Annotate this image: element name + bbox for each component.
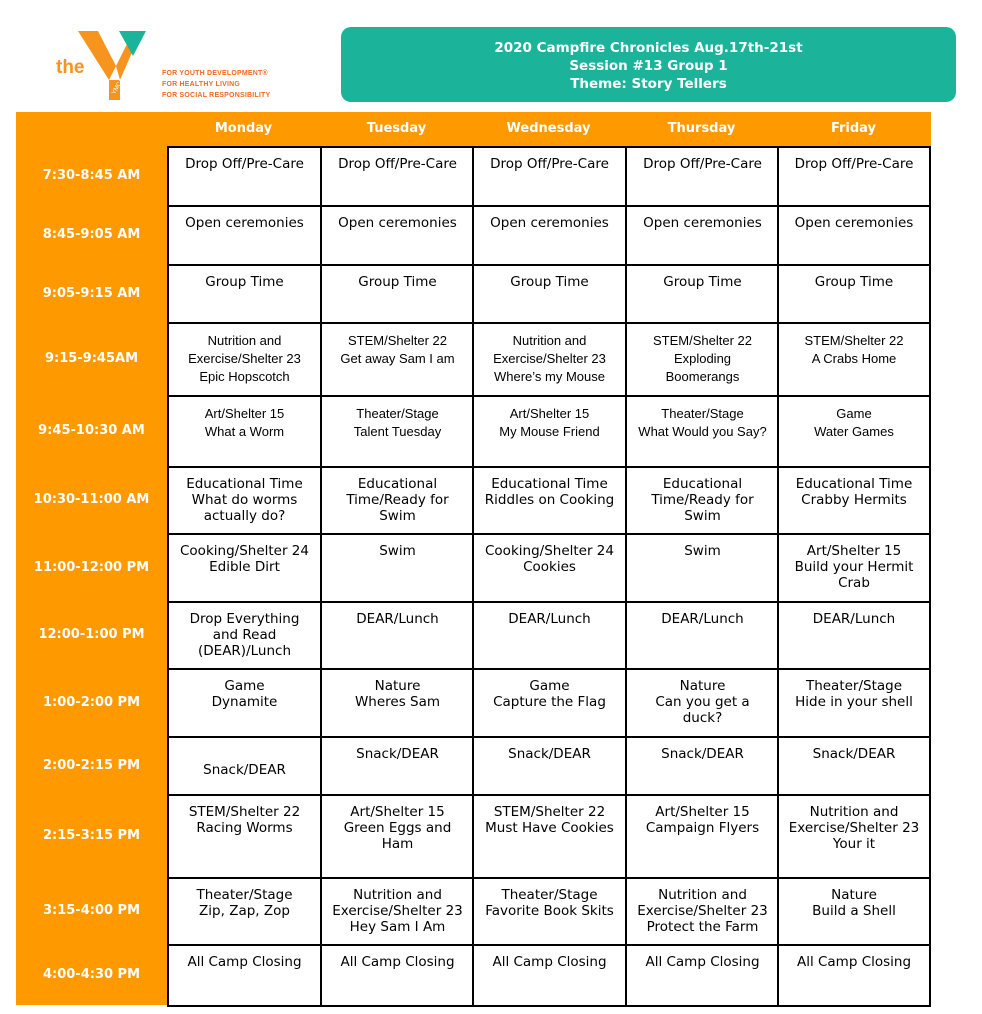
schedule-cell-friday	[777, 322, 931, 397]
activity-text: Nutrition and	[353, 887, 442, 903]
activity-text: Exercise/Shelter 23	[188, 351, 301, 366]
activity-text: Open ceremonies	[490, 215, 609, 231]
activity-text: DEAR/Lunch	[661, 611, 744, 627]
activity-text: Build your Hermit	[794, 559, 914, 575]
activity-text: Exercise/Shelter 23	[332, 903, 463, 919]
activity-text: Exercise/Shelter 23	[493, 351, 606, 366]
schedule-cell-wednesday	[472, 601, 627, 670]
time-slot-label: 11:00-12:00 PM	[33, 559, 150, 575]
activity-text: Game	[529, 678, 570, 694]
activity-text: Theater/Stage	[196, 887, 293, 903]
activity-text: Group Time	[814, 274, 894, 290]
activity-text: Educational Time	[795, 476, 913, 492]
activity-text: Hide in your shell	[795, 694, 913, 710]
activity-text: Get away Sam I am	[340, 351, 455, 366]
schedule-cell-thursday	[625, 794, 780, 879]
schedule-cell-monday	[167, 395, 322, 468]
title-line-3: Theme: Story Tellers	[570, 76, 727, 92]
schedule-cell-wednesday	[472, 322, 627, 397]
activity-text: Drop Off/Pre-Care	[794, 156, 914, 172]
logo-word: the	[56, 57, 85, 78]
time-slot-label: 9:15-9:45AM	[44, 351, 139, 366]
title-line-1: 2020 Campfire Chronicles Aug.17th-21st	[494, 40, 803, 56]
day-header-friday: Friday	[830, 121, 877, 136]
schedule-cell-tuesday	[320, 466, 475, 535]
schedule-cell-friday	[777, 794, 931, 879]
activity-text: Exercise/Shelter 23	[788, 820, 920, 836]
logo-ymca-text: YMCA	[111, 77, 126, 96]
activity-text: All Camp Closing	[187, 954, 302, 970]
time-slot-label: 3:15-4:00 PM	[42, 903, 141, 918]
activity-text: Hey Sam I Am	[349, 919, 446, 935]
schedule-cell-thursday	[625, 944, 780, 1007]
schedule-cell-tuesday	[320, 533, 475, 603]
schedule-cell-friday	[777, 146, 931, 207]
activity-text: Drop Off/Pre-Care	[643, 156, 762, 172]
schedule-cell-wednesday	[472, 466, 627, 535]
time-slot-label: 2:15-3:15 PM	[42, 828, 141, 843]
activity-text: Capture the Flag	[493, 694, 606, 710]
activity-text: Drop Off/Pre-Care	[338, 156, 457, 172]
ymca-y-icon	[76, 28, 176, 104]
schedule-cell-thursday	[625, 736, 780, 796]
activity-text: Dynamite	[211, 694, 278, 710]
activity-text: duck?	[682, 710, 723, 726]
schedule-cell-monday	[167, 205, 322, 266]
activity-text: Nature	[679, 678, 726, 694]
schedule-cell-friday	[777, 205, 931, 266]
schedule-cell-wednesday	[472, 395, 627, 468]
activity-text: Art/Shelter 15	[509, 406, 590, 421]
activity-text: DEAR/Lunch	[812, 611, 896, 627]
activity-text: Water Games	[814, 424, 894, 439]
activity-text: Can you get a	[655, 694, 750, 710]
activity-text: STEM/Shelter 22	[188, 804, 301, 820]
activity-text: Snack/DEAR	[203, 762, 286, 778]
activity-text: Theater/Stage	[805, 678, 903, 694]
schedule-cell-tuesday	[320, 205, 475, 266]
activity-text: What a Worm	[204, 424, 285, 439]
activity-text: Favorite Book Skits	[485, 903, 614, 919]
activity-text: STEM/Shelter 22	[493, 804, 606, 820]
activity-text: Crabby Hermits	[801, 492, 907, 508]
activity-text: Group Time	[510, 274, 589, 290]
activity-text: Epic Hopscotch	[199, 369, 290, 384]
activity-text: Racing Worms	[196, 820, 293, 836]
schedule-cell-thursday	[625, 601, 780, 670]
activity-text: Theater/Stage	[356, 406, 439, 421]
activity-text: Time/Ready for	[651, 492, 754, 508]
activity-text: Educational	[357, 476, 438, 492]
activity-text: Exploding	[673, 351, 732, 366]
schedule-cell-friday	[777, 395, 931, 468]
activity-text: DEAR/Lunch	[508, 611, 591, 627]
schedule-cell-wednesday	[472, 264, 627, 324]
schedule-cell-wednesday	[472, 794, 627, 879]
activity-text: Swim	[379, 508, 416, 524]
activity-text: Snack/DEAR	[812, 746, 896, 762]
activity-text: Campaign Flyers	[645, 820, 760, 836]
day-header-monday: Monday	[214, 121, 273, 136]
time-slot-label: 1:00-2:00 PM	[42, 694, 141, 710]
activity-text: Game	[836, 406, 872, 421]
activity-text: Swim	[684, 543, 721, 559]
schedule-cell-tuesday	[320, 601, 475, 670]
activity-text: Open ceremonies	[338, 215, 457, 231]
schedule-cell-wednesday	[472, 877, 627, 946]
activity-text: All Camp Closing	[492, 954, 607, 970]
schedule-cell-thursday	[625, 395, 780, 468]
schedule-cell-monday	[167, 466, 322, 535]
activity-text: Zip, Zap, Zop	[199, 903, 290, 919]
schedule-cell-friday	[777, 601, 931, 670]
activity-text: What do worms	[191, 492, 298, 508]
ymca-logo	[52, 26, 284, 106]
activity-text: Theater/Stage	[501, 887, 598, 903]
activity-text: All Camp Closing	[645, 954, 760, 970]
activity-text: Art/Shelter 15	[350, 804, 445, 820]
activity-text: Crab	[838, 575, 870, 591]
activity-text: STEM/Shelter 22	[804, 333, 904, 348]
activity-text: Game	[224, 678, 265, 694]
day-header-wednesday: Wednesday	[506, 121, 591, 136]
activity-text: STEM/Shelter 22	[348, 333, 447, 348]
activity-text: and Read	[212, 627, 277, 643]
schedule-cell-monday	[167, 668, 322, 738]
schedule-cell-friday	[777, 466, 931, 535]
activity-text: Group Time	[663, 274, 742, 290]
activity-text: Theater/Stage	[661, 406, 744, 421]
activity-text: Edible Dirt	[209, 559, 280, 575]
activity-text: Nature	[374, 678, 421, 694]
activity-text: My Mouse Friend	[499, 424, 600, 439]
schedule-cell-tuesday	[320, 146, 475, 207]
schedule-cell-tuesday	[320, 736, 475, 796]
schedule-cell-tuesday	[320, 944, 475, 1007]
logo-tagline: FOR YOUTH DEVELOPMENT® FOR HEALTHY LIVING FOR SOCIAL RESPONSIBILITY	[162, 70, 271, 99]
activity-text: Your it	[832, 836, 876, 852]
schedule-cell-monday	[167, 533, 322, 603]
activity-text: actually do?	[203, 508, 286, 524]
schedule-cell-friday	[777, 877, 931, 946]
schedule-cell-tuesday	[320, 668, 475, 738]
schedule-cell-monday	[167, 601, 322, 670]
activity-text: Boomerangs	[665, 369, 740, 384]
time-slot-label: 4:00-4:30 PM	[42, 967, 141, 982]
activity-text: Drop Off/Pre-Care	[185, 156, 304, 172]
activity-text: Protect the Farm	[646, 919, 759, 935]
activity-text: Green Eggs and	[343, 820, 452, 836]
schedule-cell-friday	[777, 668, 931, 738]
activity-text: Build a Shell	[812, 903, 896, 919]
schedule-cell-monday	[167, 264, 322, 324]
schedule-cell-tuesday	[320, 877, 475, 946]
activity-text: Cooking/Shelter 24	[485, 543, 614, 559]
schedule-cell-monday	[167, 322, 322, 397]
activity-text: Cooking/Shelter 24	[180, 543, 309, 559]
activity-text: Drop Off/Pre-Care	[490, 156, 609, 172]
schedule-cell-monday	[167, 877, 322, 946]
schedule-cell-wednesday	[472, 205, 627, 266]
schedule-cell-thursday	[625, 877, 780, 946]
time-slot-label: 9:05-9:15 AM	[42, 285, 141, 301]
schedule-cell-wednesday	[472, 736, 627, 796]
activity-text: Educational Time	[186, 476, 303, 492]
schedule-cell-thursday	[625, 668, 780, 738]
schedule-cell-monday	[167, 736, 322, 796]
activity-text: Nutrition and	[809, 804, 899, 820]
time-slot-label: 8:45-9:05 AM	[42, 227, 141, 242]
activity-text: Nutrition and	[658, 887, 747, 903]
schedule-cell-friday	[777, 264, 931, 324]
schedule-cell-tuesday	[320, 264, 475, 324]
activity-text: Snack/DEAR	[356, 746, 439, 762]
schedule-cell-monday	[167, 146, 322, 207]
time-slot-label: 12:00-1:00 PM	[38, 627, 145, 642]
schedule-cell-wednesday	[472, 944, 627, 1007]
schedule-cell-wednesday	[472, 146, 627, 207]
activity-text: Nutrition and	[512, 333, 587, 348]
activity-text: Must Have Cookies	[485, 820, 614, 836]
schedule-cell-thursday	[625, 146, 780, 207]
activity-text: DEAR/Lunch	[356, 611, 439, 627]
schedule-title-box	[341, 27, 956, 102]
title-line-2: Session #13 Group 1	[569, 58, 728, 74]
activity-text: Art/Shelter 15	[204, 406, 285, 421]
activity-text: Talent Tuesday	[353, 424, 442, 439]
schedule-cell-tuesday	[320, 395, 475, 468]
activity-text: Wheres Sam	[354, 694, 441, 710]
time-slot-label: 9:45-10:30 AM	[38, 423, 145, 438]
schedule-cell-thursday	[625, 466, 780, 535]
schedule-cell-thursday	[625, 533, 780, 603]
time-slot-label: 10:30-11:00 AM	[33, 492, 150, 507]
activity-text: Cookies	[523, 559, 576, 575]
activity-text: Swim	[684, 508, 721, 524]
schedule-cell-monday	[167, 794, 322, 879]
activity-text: All Camp Closing	[796, 954, 912, 970]
schedule-cell-tuesday	[320, 794, 475, 879]
activity-text: Group Time	[358, 274, 437, 290]
activity-text: Nature	[831, 887, 877, 903]
schedule-cell-friday	[777, 736, 931, 796]
time-slot-label: 7:30-8:45 AM	[42, 168, 141, 183]
activity-text: Snack/DEAR	[661, 746, 744, 762]
activity-text: (DEAR)/Lunch	[198, 643, 291, 659]
schedule-cell-thursday	[625, 322, 780, 397]
schedule-cell-wednesday	[472, 533, 627, 603]
activity-text: Swim	[379, 543, 416, 559]
schedule-cell-tuesday	[320, 322, 475, 397]
activity-text: Riddles on Cooking	[484, 492, 615, 508]
activity-text: Art/Shelter 15	[655, 804, 750, 820]
activity-text: STEM/Shelter 22	[653, 333, 752, 348]
activity-text: What Would you Say?	[638, 424, 767, 439]
schedule-cell-friday	[777, 944, 931, 1007]
activity-text: Educational	[662, 476, 743, 492]
day-header-thursday: Thursday	[667, 121, 736, 136]
activity-text: Time/Ready for	[346, 492, 449, 508]
schedule-cell-thursday	[625, 205, 780, 266]
activity-text: Educational Time	[491, 476, 608, 492]
activity-text: All Camp Closing	[340, 954, 455, 970]
activity-text: Art/Shelter 15	[806, 543, 902, 559]
schedule-cell-friday	[777, 533, 931, 603]
activity-text: Ham	[381, 836, 414, 852]
schedule-cell-wednesday	[472, 668, 627, 738]
activity-text: Open ceremonies	[185, 215, 304, 231]
schedule-cell-monday	[167, 944, 322, 1007]
activity-text: Snack/DEAR	[508, 746, 591, 762]
activity-text: Drop Everything	[189, 611, 300, 627]
day-header-tuesday: Tuesday	[366, 121, 427, 136]
activity-text: Where’s my Mouse	[493, 369, 605, 384]
activity-text: A Crabs Home	[811, 351, 897, 366]
activity-text: Group Time	[205, 274, 284, 290]
activity-text: Nutrition and	[207, 333, 282, 348]
time-slot-label: 2:00-2:15 PM	[42, 757, 141, 773]
activity-text: Open ceremonies	[794, 215, 914, 231]
activity-text: Open ceremonies	[643, 215, 762, 231]
schedule-cell-thursday	[625, 264, 780, 324]
activity-text: Exercise/Shelter 23	[637, 903, 768, 919]
